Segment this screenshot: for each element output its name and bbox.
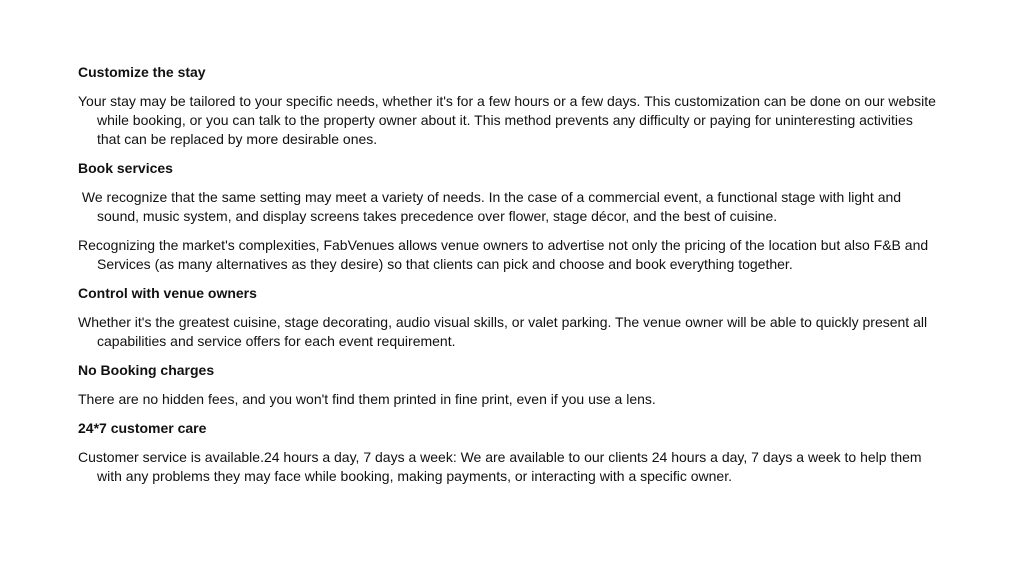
section-paragraph: We recognize that the same setting may meet a variety of needs. In the case of a commercial event, a functional stage with light and sound, music system, and display screens takes precedence over flower, stage décor, and the best of cuisine. (78, 189, 905, 224)
slide-content (78, 63, 940, 496)
section-heading: No Booking charges (78, 362, 215, 378)
section-heading: Customize the stay (78, 64, 206, 80)
section-paragraph: There are no hidden fees, and you won't find them printed in fine print, even if you use a lens. (78, 391, 656, 407)
section-paragraph: Customer service is available.24 hours a day, 7 days a week: We are available to our clients 24 hours a day, 7 days a week to help them with any problems they may face while booking, making payments, or interacting with a specific owner. (78, 449, 922, 484)
section-customer-care (78, 419, 940, 486)
section-control-venue-owners (78, 284, 940, 351)
section-heading: 24*7 customer care (78, 420, 207, 436)
section-heading: Book services (78, 160, 173, 176)
section-paragraph: Whether it's the greatest cuisine, stage decorating, audio visual skills, or valet parking. The venue owner will be able to quickly present all capabilities and service offers for each event requirement. (78, 314, 928, 349)
section-paragraph: Recognizing the market's complexities, FabVenues allows venue owners to advertise not only the pricing of the location but also F&B and Services (as many alternatives as they desire) so that clients can pick and choose and book everything together. (78, 237, 929, 272)
section-no-booking-charges (78, 361, 940, 409)
section-heading: Control with venue owners (78, 285, 257, 301)
section-customize-stay (78, 63, 940, 149)
section-book-services (78, 159, 940, 274)
section-paragraph: Your stay may be tailored to your specific needs, whether it's for a few hours or a few days. This customization can be done on our website while booking, or you can talk to the property owner about it. This method prevents any difficulty or paying for uninteresting activities that can be replaced by more desirable ones. (78, 93, 936, 147)
